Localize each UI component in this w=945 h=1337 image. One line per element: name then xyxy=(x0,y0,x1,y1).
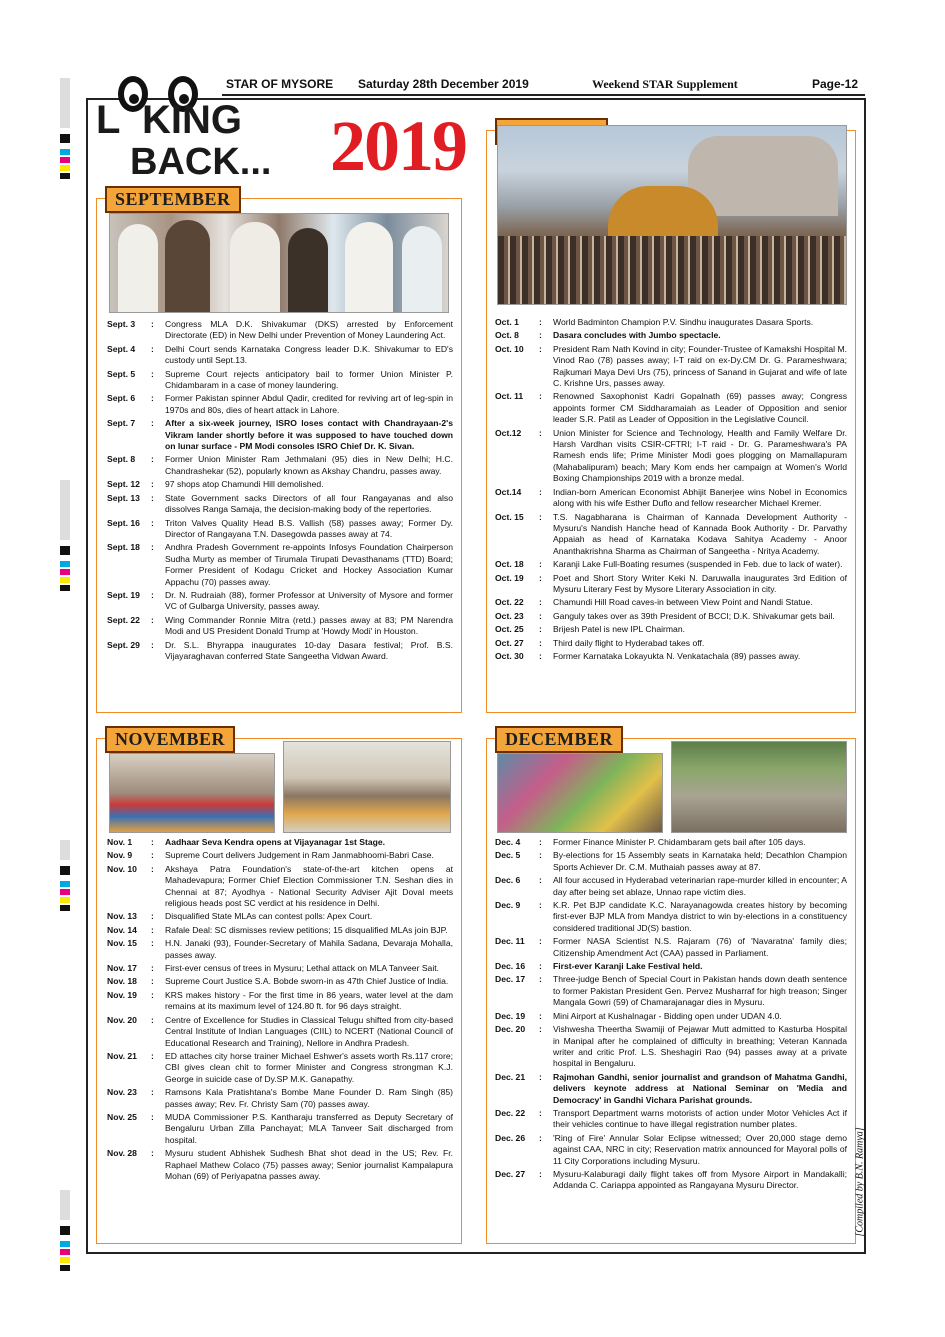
entry-text: First-ever Karanji Lake Festival held. xyxy=(553,961,703,972)
entry-text: K.R. Pet BJP candidate K.C. Narayanagowda creates history by becoming first-ever BJP MLA from Mandya district to win by-elections in a constituency considered traditional JD(S) bastion. xyxy=(553,900,847,933)
entry-separator: : xyxy=(539,650,542,661)
timeline-entry xyxy=(107,590,453,613)
title-looking: L KING xyxy=(96,98,242,142)
entry-separator: : xyxy=(539,610,542,621)
entry-separator: : xyxy=(539,875,542,886)
entry-date: Oct. 23 xyxy=(495,610,524,621)
timeline-entry xyxy=(107,542,453,588)
timeline-entry xyxy=(495,597,847,608)
entry-date: Nov. 20 xyxy=(107,1014,137,1025)
entry-date: Dec. 5 xyxy=(495,850,521,861)
november-photo-queue xyxy=(109,753,275,833)
entry-separator: : xyxy=(539,427,542,438)
timeline-entry xyxy=(107,479,453,490)
entry-separator: : xyxy=(151,924,154,935)
september-section xyxy=(96,189,462,713)
timeline-entry xyxy=(495,900,847,934)
entry-text: Renowned Saxophonist Kadri Gopalnath (69) passes away; Congress appoints former CM Siddharamaiah as Leader of Opposition and senior leader S.R. Patil as Leader of Opposition in the Legislative Council. xyxy=(553,391,847,425)
december-section xyxy=(486,729,856,1244)
entry-separator: : xyxy=(151,517,154,528)
timeline-entry xyxy=(107,493,453,516)
entry-separator: : xyxy=(151,639,154,650)
entry-date: Oct. 25 xyxy=(495,624,524,635)
entry-date: Nov. 15 xyxy=(107,938,137,949)
entry-separator: : xyxy=(539,1024,542,1035)
entry-separator: : xyxy=(539,330,542,341)
timeline-entry xyxy=(107,850,453,861)
entry-separator: : xyxy=(151,492,154,503)
timeline-entry xyxy=(495,344,847,390)
entry-date: Dec. 6 xyxy=(495,875,521,886)
october-entries xyxy=(495,317,847,664)
entry-date: Nov. 23 xyxy=(107,1087,137,1098)
entry-date: Dec. 19 xyxy=(495,1010,526,1021)
crop-marks-mid xyxy=(60,480,70,593)
timeline-entry xyxy=(495,1169,847,1192)
timeline-entry xyxy=(495,391,847,425)
timeline-entry xyxy=(495,837,847,848)
september-photo xyxy=(109,213,449,313)
entry-date: Sept. 16 xyxy=(107,517,140,528)
september-heading: SEPTEMBER xyxy=(105,186,241,213)
entry-separator: : xyxy=(151,1050,154,1061)
timeline-entry xyxy=(495,850,847,873)
entry-date: Dec. 9 xyxy=(495,900,521,911)
entry-date: Oct. 19 xyxy=(495,572,524,583)
entry-separator: : xyxy=(539,624,542,635)
timeline-entry xyxy=(495,428,847,485)
entry-date: Oct. 30 xyxy=(495,650,524,661)
entry-text: Mysuru student Abhishek Sudhesh Bhat shot dead in the US; Rev. Fr. Raphael Mathew Colaco (75) passes away; Senior journalist Kampalapura Mohan (69) of Periyapatna passes away. xyxy=(165,1148,453,1181)
entry-separator: : xyxy=(151,393,154,404)
entry-text: Akshaya Patra Foundation's state-of-the-art kitchen opens at Mahadevapura; Former Chief Election Commissioner T.N. Seshan dies in Chennai at 87; Ayodhya - National Security Adviser Ajit Doval meets religious heads post SC verdict at his residence in Delhi. xyxy=(165,863,453,909)
entry-separator: : xyxy=(151,989,154,1000)
entry-separator: : xyxy=(539,637,542,648)
entry-date: Sept. 3 xyxy=(107,319,136,329)
entry-date: Dec. 17 xyxy=(495,974,526,985)
entry-text: Karanji Lake Full-Boating resumes (suspended in Feb. due to lack of water). xyxy=(553,559,843,570)
november-entries xyxy=(107,837,453,1184)
entry-date: Nov. 28 xyxy=(107,1148,137,1159)
timeline-entry xyxy=(107,963,453,974)
entry-separator: : xyxy=(539,936,542,947)
timeline-entry xyxy=(107,369,453,392)
timeline-entry xyxy=(107,837,453,848)
timeline-entry xyxy=(107,454,453,477)
entry-text: Supreme Court Justice S.A. Bobde sworn-in as 47th Chief Justice of India. xyxy=(165,976,449,987)
entry-date: Sept. 18 xyxy=(107,542,140,553)
entry-separator: : xyxy=(151,479,154,490)
entry-date: Sept. 8 xyxy=(107,454,136,465)
entry-text: Dr. S.L. Bhyrappa inaugurates 10-day Dasara festival; Prof. B.S. Vijayaraghavan conferred State Sangeetha Vidwan Award. xyxy=(165,639,453,661)
timeline-entry xyxy=(107,319,453,342)
entry-date: Nov. 1 xyxy=(107,837,133,847)
entry-text: Chamundi Hill Road caves-in between View Point and Nandi Statue. xyxy=(553,597,813,608)
timeline-entry xyxy=(495,1072,847,1106)
entry-date: Oct. 15 xyxy=(495,511,524,522)
november-heading: NOVEMBER xyxy=(105,726,235,753)
entry-date: Nov. 14 xyxy=(107,924,137,935)
entry-date: Oct. 1 xyxy=(495,317,519,327)
compiled-by-credit: [Compiled by B.N. Ramya] xyxy=(854,1127,866,1237)
entry-separator: : xyxy=(151,1148,154,1159)
entry-text: World Badminton Champion P.V. Sindhu inaugurates Dasara Sports. xyxy=(553,317,814,327)
entry-separator: : xyxy=(151,837,154,847)
entry-separator: : xyxy=(151,614,154,625)
entry-date: Sept. 29 xyxy=(107,639,140,650)
entry-separator: : xyxy=(151,319,154,329)
december-photo-walk xyxy=(671,741,847,833)
timeline-entry xyxy=(107,925,453,936)
entry-date: Dec. 20 xyxy=(495,1024,526,1035)
timeline-entry xyxy=(107,864,453,910)
entry-text: Indian-born American Economist Abhijit Banerjee wins Nobel in Economics along with his wife Esther Duflo and fellow researcher Michael Kremer. xyxy=(553,486,847,509)
timeline-entry xyxy=(495,1011,847,1022)
timeline-entry xyxy=(495,1024,847,1070)
entry-separator: : xyxy=(151,368,154,379)
timeline-entry xyxy=(107,1051,453,1085)
entry-date: Sept. 13 xyxy=(107,492,140,503)
entry-separator: : xyxy=(151,963,154,974)
entry-text: Transport Department warns motorists of action under Motor Vehicles Act if their vehicles continue to have illegal registration number plates. xyxy=(553,1107,847,1130)
entry-separator: : xyxy=(539,1107,542,1118)
timeline-entry xyxy=(107,518,453,541)
entry-text: Third daily flight to Hyderabad takes off. xyxy=(553,637,705,648)
timeline-entry xyxy=(495,330,847,341)
entry-date: Oct. 27 xyxy=(495,637,524,648)
entry-date: Oct. 10 xyxy=(495,343,524,354)
entry-separator: : xyxy=(151,1087,154,1098)
entry-separator: : xyxy=(151,911,154,922)
entry-separator: : xyxy=(539,961,542,972)
timeline-entry xyxy=(107,640,453,663)
entry-text: Triton Valves Quality Head B.S. Vallish (58) passes away; Former Dy. Director of Rangayana T.N. Dasegowda passes away at 74. xyxy=(165,517,453,539)
entry-separator: : xyxy=(539,974,542,985)
entry-date: Sept. 7 xyxy=(107,418,136,429)
entry-text: T.S. Nagabharana is Chairman of Kannada Development Authority - Mysuru's Nandish Hanche head of Kannada Book Authority - Dr. Parvathy Appaiah as head of Karnataka Kodava Sahitya Academy - Anoor Ananthakrishna Sharma as Chairman of Sangeetha - Nritya Academy. xyxy=(553,511,847,556)
entry-separator: : xyxy=(151,1111,154,1122)
entry-text: Former Union Minister Ram Jethmalani (95) dies in New Delhi; H.C. Chandrashekar (52), popularly known as Akshay Chandru, passes away. xyxy=(165,454,453,476)
entry-date: Oct. 22 xyxy=(495,597,524,608)
supplement-name: Weekend STAR Supplement xyxy=(592,77,738,91)
entry-separator: : xyxy=(539,486,542,497)
entry-date: Nov. 25 xyxy=(107,1111,137,1122)
timeline-entry xyxy=(495,624,847,635)
entry-text: Disqualified State MLAs can contest polls: Apex Court. xyxy=(165,911,373,922)
timeline-entry xyxy=(107,1112,453,1146)
timeline-entry xyxy=(495,651,847,662)
entry-date: Oct.12 xyxy=(495,427,522,438)
entry-text: All four accused in Hyderabad veterinarian rape-murder killed in encounter; A day after being set ablaze, Unnao rape victim dies. xyxy=(553,875,847,897)
timeline-entry xyxy=(107,418,453,452)
entry-text: After a six-week journey, ISRO loses contact with Chandrayaan-2's Vikram lander shortly before it was supposed to have touched down on lunar surface - PM Modi consoles ISRO Chief Dr. K. Sivan. xyxy=(165,418,453,452)
timeline-entry xyxy=(495,974,847,1008)
entry-separator: : xyxy=(539,850,542,861)
timeline-entry xyxy=(107,911,453,922)
entry-date: Sept. 6 xyxy=(107,393,136,404)
entry-text: H.N. Janaki (93), Founder-Secretary of Mahila Sadana, Devaraja Mohalla, passes away. xyxy=(165,938,453,960)
entry-text: KRS makes history - For the first time in 86 years, water level at the dam remains at its maximum level of 124.80 ft. for 96 days straight. xyxy=(165,989,453,1012)
timeline-entry xyxy=(495,611,847,622)
timeline-entry xyxy=(107,1148,453,1182)
december-photo-exhibition xyxy=(497,753,663,833)
entry-date: Sept. 12 xyxy=(107,479,140,490)
paper-name: STAR OF MYSORE xyxy=(226,77,334,91)
entry-date: Dec. 11 xyxy=(495,936,525,947)
entry-separator: : xyxy=(539,1132,542,1143)
timeline-entry xyxy=(107,393,453,416)
entry-date: Dec. 27 xyxy=(495,1168,526,1179)
october-photo xyxy=(497,125,847,305)
entry-separator: : xyxy=(539,572,542,583)
december-heading: DECEMBER xyxy=(495,726,623,753)
entry-date: Oct. 18 xyxy=(495,559,524,570)
october-section xyxy=(486,130,856,713)
entry-separator: : xyxy=(539,837,542,847)
entry-text: 97 shops atop Chamundi Hill demolished. xyxy=(165,479,324,490)
entry-text: Delhi Court sends Karnataka Congress leader D.K. Shivakumar to ED's custody until Sept.13. xyxy=(165,343,453,366)
november-section xyxy=(96,729,462,1244)
entry-text: Former Finance Minister P. Chidambaram gets bail after 105 days. xyxy=(553,837,806,847)
entry-separator: : xyxy=(539,559,542,570)
entry-text: Union Minister for Science and Technology, Health and Family Welfare Dr. Harsh Vardhan visits CSIR-CFTRI; I-T raid - Dr. G. Parameshwara's PA Ramesh ends life; Prime Minister Modi goes plogging on Mamallapuram (Mahabalipuram) beach; Mary Kom ends her campaign at Women's World Boxing Championships 2019 with a bronze medal. xyxy=(553,427,847,484)
entry-date: Dec. 22 xyxy=(495,1107,526,1118)
entry-separator: : xyxy=(151,343,154,354)
entry-separator: : xyxy=(151,976,154,987)
entry-date: Nov. 19 xyxy=(107,989,137,1000)
entry-text: MUDA Commissioner P.S. Kantharaju transferred as Deputy Secretary of Bengaluru Urban Zilla Panchayat; MLA Tanveer Sait discharged from hospital. xyxy=(165,1111,453,1145)
entry-separator: : xyxy=(539,317,542,327)
entry-text: Former Karnataka Lokayukta N. Venkatachala (89) passes away. xyxy=(553,650,801,661)
september-entries xyxy=(107,319,453,664)
entry-text: Mysuru-Kalaburagi daily flight takes off from Mysore Airport in Mandakalli; Addanda C. Cariappa appointed as Rangayana Mysuru Director. xyxy=(553,1168,847,1191)
entry-text: By-elections for 15 Assembly seats in Karnataka held; Decathlon Champion Sports Achiever Dr. C.M. Muthaiah passes away at 87. xyxy=(553,850,847,872)
timeline-entry xyxy=(495,1133,847,1167)
entry-text: Ganguly takes over as 39th President of BCCI; D.K. Shivakumar gets bail. xyxy=(553,610,835,621)
entry-text: Ramsons Kala Pratishtana's Bombe Mane Founder D. Ram Singh (85) passes away; Rev. Fr. Christy Sam (70) passes away. xyxy=(165,1087,453,1109)
entry-date: Nov. 18 xyxy=(107,976,137,987)
timeline-entry xyxy=(495,1108,847,1131)
entry-date: Oct. 11 xyxy=(495,391,524,402)
timeline-entry xyxy=(107,976,453,987)
entry-separator: : xyxy=(151,589,154,600)
entry-text: Rajmohan Gandhi, senior journalist and grandson of Mahatma Gandhi, delivers keynote address at National Seminar on 'Media and Democracy' in Gandhi Vichara Parishat grounds. xyxy=(553,1071,847,1105)
timeline-entry xyxy=(107,1015,453,1049)
timeline-entry xyxy=(495,487,847,510)
entry-separator: : xyxy=(539,1168,542,1179)
entry-text: Dasara concludes with Jumbo spectacle. xyxy=(553,330,721,341)
november-photo-meeting xyxy=(283,741,451,833)
timeline-entry xyxy=(495,559,847,570)
timeline-entry xyxy=(495,317,847,328)
timeline-entry xyxy=(107,938,453,961)
timeline-entry xyxy=(495,961,847,972)
entry-separator: : xyxy=(539,900,542,911)
entry-text: 'Ring of Fire' Annular Solar Eclipse witnessed; Over 20,000 stage demo against CAA, NRC in city; Reservation matrix announced for Mayoral polls of 11 City Corporations including Mysuru. xyxy=(553,1132,847,1166)
entry-text: Dr. N. Rudraiah (88), former Professor at University of Mysore and former VC of Gulbarga University, passes away. xyxy=(165,589,453,612)
entry-separator: : xyxy=(539,1071,542,1082)
entry-date: Dec. 21 xyxy=(495,1071,526,1082)
timeline-entry xyxy=(495,638,847,649)
entry-text: Mini Airport at Kushalnagar - Bidding open under UDAN 4.0. xyxy=(553,1010,782,1021)
timeline-entry xyxy=(107,1087,453,1110)
entry-text: Poet and Short Story Writer Keki N. Daruwalla inaugurates 3rd Edition of Mysuru Literary Fest by Mysore Literary Association in city. xyxy=(553,572,847,594)
timeline-entry xyxy=(107,615,453,638)
timeline-entry xyxy=(495,875,847,898)
entry-date: Nov. 13 xyxy=(107,911,137,922)
entry-date: Nov. 10 xyxy=(107,863,137,874)
entry-date: Nov. 17 xyxy=(107,963,137,974)
entry-text: Centre of Excellence for Studies in Classical Telugu shifted from city-based Central Institute of Indian Languages (CIIL) to NCERT (National Council of Educational Research and Training), Nellore in Andhra Pradesh. xyxy=(165,1014,453,1048)
entry-text: ED attaches city horse trainer Michael Eshwer's assets worth Rs.117 crore; CBI gives clean chit to former Minister and Congress strongman K.J. George in suicide case of Dy.SP M.K. Ganapathy. xyxy=(165,1050,453,1084)
entry-text: Congress MLA D.K. Shivakumar (DKS) arrested by Enforcement Directorate (ED) in New Delhi under Prevention of Money Laundering Act. xyxy=(165,319,453,341)
crop-marks-top xyxy=(60,78,70,181)
header-rule xyxy=(222,94,865,96)
title-year: 2019 xyxy=(330,106,466,186)
crop-marks-low xyxy=(60,840,70,913)
entry-date: Dec. 4 xyxy=(495,837,521,847)
entry-text: First-ever census of trees in Mysuru; Lethal attack on MLA Tanveer Sait. xyxy=(165,963,440,974)
entry-separator: : xyxy=(151,938,154,949)
crop-marks-bottom xyxy=(60,1190,70,1273)
entry-date: Sept. 19 xyxy=(107,589,140,600)
entry-separator: : xyxy=(151,850,154,861)
timeline-entry xyxy=(107,344,453,367)
entry-date: Oct. 8 xyxy=(495,330,519,341)
entry-text: Andhra Pradesh Government re-appoints Infosys Foundation Chairperson Sudha Murty as member of Tirumala Tirupati Devasthanams (TTD) Board; Former President of Kodagu Cricket and Hockey Association Kumar Appachu (70) passes away. xyxy=(165,542,453,587)
entry-separator: : xyxy=(539,597,542,608)
entry-text: Vishwesha Theertha Swamiji of Pejawar Mutt admitted to Kasturba Hospital in Manipal after he complained of difficulty in breathing; Veteran Kannada writer and critic Prof. L.S. Sheshagiri Rao (94) passes away at a private hospital in Bengaluru. xyxy=(553,1024,847,1069)
entry-separator: : xyxy=(539,1010,542,1021)
title-back: BACK... xyxy=(130,141,272,183)
entry-separator: : xyxy=(539,343,542,354)
entry-text: Supreme Court delivers Judgement in Ram Janmabhoomi-Babri Case. xyxy=(165,850,434,861)
entry-date: Sept. 5 xyxy=(107,368,136,379)
entry-text: Aadhaar Seva Kendra opens at Vijayanagar 1st Stage. xyxy=(165,837,386,847)
entry-date: Sept. 4 xyxy=(107,343,136,354)
entry-date: Sept. 22 xyxy=(107,614,140,625)
entry-date: Dec. 16 xyxy=(495,961,526,972)
entry-text: Former NASA Scientist N.S. Rajaram (76) of 'Navaratna' family dies; Citizenship Amendment Act (CAA) passed in Parliament. xyxy=(553,936,847,958)
entry-date: Dec. 26 xyxy=(495,1132,526,1143)
entry-text: Wing Commander Ronnie Mitra (retd.) passes away at 83; PM Narendra Modi and US President Donald Trump at 'Howdy Modi' in Houston. xyxy=(165,614,453,637)
entry-text: Three-judge Bench of Special Court in Pakistan hands down death sentence to former Pakistan President Gen. Pervez Musharraf for high treason; Singer Mangala Gowri (59) of Chamarajanagar dies in Mysuru. xyxy=(553,974,847,1008)
entry-separator: : xyxy=(151,418,154,429)
entry-date: Nov. 9 xyxy=(107,850,133,861)
entry-date: Nov. 21 xyxy=(107,1050,137,1061)
entry-text: Brijesh Patel is new IPL Chairman. xyxy=(553,624,685,635)
entry-separator: : xyxy=(151,454,154,465)
entry-separator: : xyxy=(151,542,154,553)
entry-text: Rafale Deal: SC dismisses review petitions; 15 disqualified MLAs join BJP. xyxy=(165,924,448,935)
december-entries xyxy=(495,837,847,1194)
issue-date: Saturday 28th December 2019 xyxy=(358,77,529,91)
entry-separator: : xyxy=(539,511,542,522)
page-number: Page-12 xyxy=(812,77,859,91)
timeline-entry xyxy=(495,936,847,959)
entry-separator: : xyxy=(151,1014,154,1025)
entry-text: Former Pakistan spinner Abdul Qadir, credited for reviving art of leg-spin in 1970s and 80s, dies of heart attack in Lahore. xyxy=(165,393,453,415)
timeline-entry xyxy=(495,573,847,596)
entry-separator: : xyxy=(151,863,154,874)
entry-separator: : xyxy=(539,391,542,402)
entry-text: State Government sacks Directors of all four Rangayanas and also dissolves Ranga Samaja, the decision-making body of the repertories. xyxy=(165,492,453,515)
entry-text: Supreme Court rejects anticipatory bail to former Union Minister P. Chidambaram in a case of money laundering. xyxy=(165,368,453,391)
timeline-entry xyxy=(107,990,453,1013)
timeline-entry xyxy=(495,512,847,558)
entry-date: Oct.14 xyxy=(495,486,522,497)
entry-text: President Ram Nath Kovind in city; Founder-Trustee of Kamakshi Hospital M. Vinod Rao (78) passes away; I-T raid on ex-Dy.CM Dr. G. Parameshwara; Rajkumari Maya Devi Urs (75), princess of Sanand in Gujarat and wife of late C. Krishne Urs, passes away. xyxy=(553,343,847,389)
